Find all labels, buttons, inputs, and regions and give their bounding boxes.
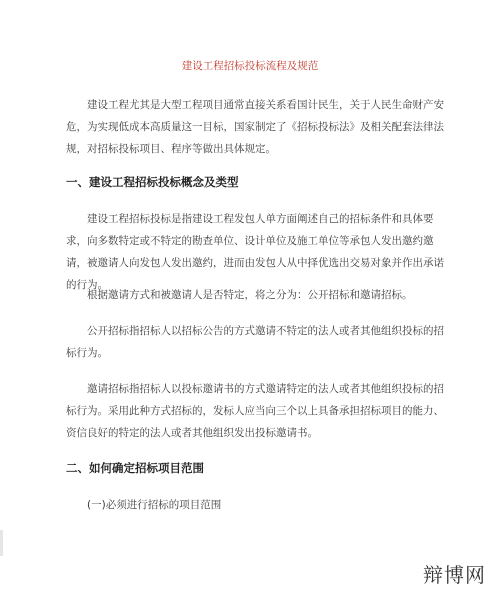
intro-paragraph: 建设工程尤其是大型工程项目通常直接关系看国计民生，关于人民生命财产安危，为实现低成本高质量这一目标，国家制定了《招标投标法》及相关配套法律法规，对招标投标项目、程序等做出具体规定。 (66, 99, 444, 155)
page-edge-mark (0, 530, 3, 556)
section-heading-1: 一、建设工程招标投标概念及类型 (66, 175, 239, 189)
site-watermark: 辩博网 (423, 563, 486, 587)
section2-paragraph-1: (一)必须进行招标的项目范围 (87, 499, 222, 511)
section-heading-2: 二、如何确定招标项目范围 (66, 461, 204, 475)
section1-paragraph-4: 邀请招标指招标人以投标邀请书的方式邀请特定的法人或者其他组织投标的招标行为。采用此种方式招标的，发标人应当向三个以上具备承担招标项目的能力、资信良好的特定的法人或者其他组织发出投标邀请书。 (66, 383, 444, 439)
section1-paragraph-3: 公开招标指招标人以招标公告的方式邀请不特定的法人或者其他组织投标的招标行为。 (66, 325, 444, 359)
document-title: 建设工程招标投标流程及规范 (181, 60, 319, 72)
section1-paragraph-2: 根据邀请方式和被邀请人是否特定，将之分为：公开招标和邀请招标。 (87, 289, 413, 301)
section1-paragraph-1: 建设工程招标投标是指建设工程发包人单方面阐述自己的招标条件和具体要求，向多数特定或不特定的勘查单位、设计单位及施工单位等承包人发出邀约邀请，被邀请人向发包人发出邀约，进而由发包人从中择优选出交易对象并作出承诺的行为。 (66, 213, 444, 291)
